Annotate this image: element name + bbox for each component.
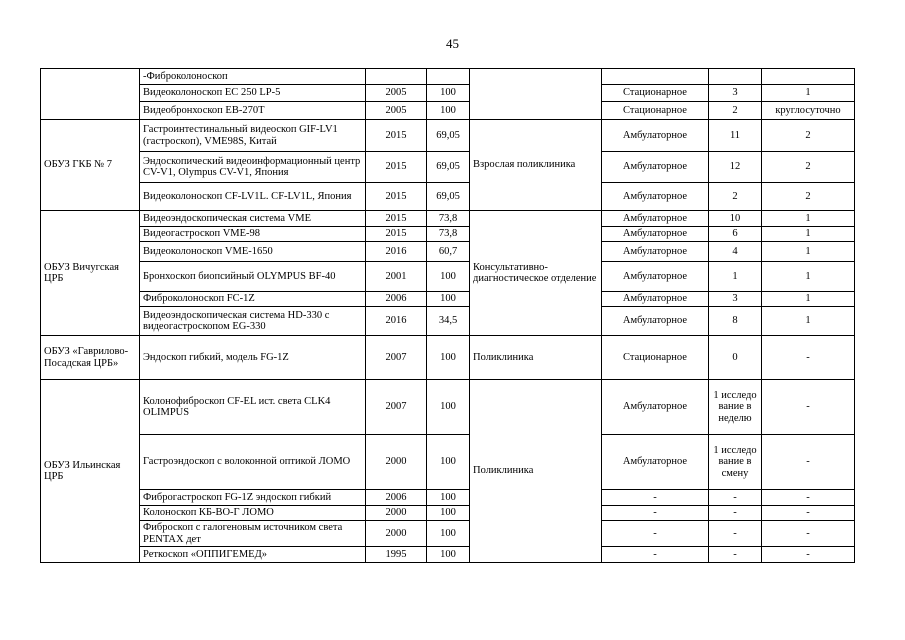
wear-cell: 100: [427, 102, 470, 120]
mode-cell: Амбулаторное: [602, 242, 709, 262]
patients-cell: -: [709, 490, 762, 506]
wear-cell: 100: [427, 262, 470, 292]
patients-cell: 1: [709, 262, 762, 292]
patients-cell: -: [709, 521, 762, 547]
year-cell: 2000: [366, 435, 427, 490]
equipment-name: Бронхоскоп биопсийный OLYMPUS BF-40: [140, 262, 366, 292]
wear-cell: 34,5: [427, 307, 470, 336]
equipment-name: -Фиброколоноскоп: [140, 69, 366, 85]
year-cell: 2000: [366, 506, 427, 521]
table-row: [41, 152, 855, 183]
equipment-name: Видеоэндоскопическая система VME: [140, 211, 366, 227]
shifts-cell: 1: [762, 85, 855, 102]
organization-cell: ОБУЗ Вичугская ЦРБ: [41, 211, 140, 336]
wear-cell: 100: [427, 521, 470, 547]
year-cell: 2007: [366, 336, 427, 380]
patients-cell: -: [709, 506, 762, 521]
department-cell: [470, 69, 602, 120]
mode-cell: Амбулаторное: [602, 211, 709, 227]
shifts-cell: 1: [762, 307, 855, 336]
mode-cell: Амбулаторное: [602, 307, 709, 336]
patients-cell: 3: [709, 85, 762, 102]
year-cell: [366, 69, 427, 85]
mode-cell: Амбулаторное: [602, 120, 709, 152]
equipment-name: Фиброгастроскоп FG-1Z эндоскоп гибкий: [140, 490, 366, 506]
patients-cell: 0: [709, 336, 762, 380]
table-row: [41, 183, 855, 211]
wear-cell: 69,05: [427, 120, 470, 152]
mode-cell: Амбулаторное: [602, 292, 709, 307]
mode-cell: Амбулаторное: [602, 183, 709, 211]
equipment-name: Гастроинтестинальный видеоскоп GIF-LV1 (гастроскоп), VME98S, Китай: [140, 120, 366, 152]
shifts-cell: -: [762, 547, 855, 563]
mode-cell: Амбулаторное: [602, 435, 709, 490]
patients-cell: 1 исследо вание в неделю: [709, 380, 762, 435]
wear-cell: 69,05: [427, 183, 470, 211]
shifts-cell: -: [762, 435, 855, 490]
year-cell: 1995: [366, 547, 427, 563]
wear-cell: 100: [427, 292, 470, 307]
shifts-cell: -: [762, 336, 855, 380]
table-row: [41, 307, 855, 336]
shifts-cell: 2: [762, 183, 855, 211]
equipment-name: Видеоколоноскоп VME-1650: [140, 242, 366, 262]
table-row: [41, 262, 855, 292]
wear-cell: 100: [427, 506, 470, 521]
shifts-cell: -: [762, 380, 855, 435]
department-cell: Поликлиника: [470, 380, 602, 563]
wear-cell: 100: [427, 380, 470, 435]
shifts-cell: 1: [762, 227, 855, 242]
department-cell: Консультативно-диагностическое отделение: [470, 211, 602, 336]
year-cell: 2006: [366, 292, 427, 307]
patients-cell: 10: [709, 211, 762, 227]
wear-cell: 69,05: [427, 152, 470, 183]
mode-cell: -: [602, 547, 709, 563]
shifts-cell: 1: [762, 292, 855, 307]
mode-cell: Стационарное: [602, 85, 709, 102]
equipment-name: Видеоэндоскопическая система HD-330 с видеогастроскопом EG-330: [140, 307, 366, 336]
wear-cell: [427, 69, 470, 85]
table-row: [41, 435, 855, 490]
table-row: [41, 506, 855, 521]
equipment-name: Видеогастроскоп VME-98: [140, 227, 366, 242]
patients-cell: 11: [709, 120, 762, 152]
equipment-name: Видеоколоноскоп CF-LV1L. CF-LV1L, Япония: [140, 183, 366, 211]
shifts-cell: 1: [762, 242, 855, 262]
table-row: [41, 490, 855, 506]
patients-cell: 2: [709, 102, 762, 120]
shifts-cell: [762, 69, 855, 85]
shifts-cell: -: [762, 490, 855, 506]
table-row: [41, 69, 855, 85]
patients-cell: [709, 69, 762, 85]
table-row: [41, 521, 855, 547]
table-row: [41, 242, 855, 262]
year-cell: 2001: [366, 262, 427, 292]
equipment-name: Эндоскопический видеоинформационный центр CV-V1, Olympus CV-V1, Япония: [140, 152, 366, 183]
shifts-cell: -: [762, 506, 855, 521]
patients-cell: 6: [709, 227, 762, 242]
wear-cell: 73,8: [427, 211, 470, 227]
year-cell: 2000: [366, 521, 427, 547]
shifts-cell: 2: [762, 152, 855, 183]
year-cell: 2015: [366, 120, 427, 152]
equipment-name: Видеоколоноскоп EC 250 LP-5: [140, 85, 366, 102]
shifts-cell: круглосуточно: [762, 102, 855, 120]
equipment-name: Фиброскоп с галогеновым источником света PENTAX дет: [140, 521, 366, 547]
mode-cell: Амбулаторное: [602, 227, 709, 242]
mode-cell: -: [602, 490, 709, 506]
table-row: [41, 102, 855, 120]
organization-cell: ОБУЗ Ильинская ЦРБ: [41, 380, 140, 563]
mode-cell: -: [602, 521, 709, 547]
year-cell: 2015: [366, 227, 427, 242]
mode-cell: -: [602, 506, 709, 521]
equipment-table: [40, 68, 855, 563]
table-row: [41, 380, 855, 435]
wear-cell: 100: [427, 336, 470, 380]
wear-cell: 100: [427, 490, 470, 506]
department-cell: Взрослая поликлиника: [470, 120, 602, 211]
table-row: [41, 227, 855, 242]
wear-cell: 100: [427, 85, 470, 102]
year-cell: 2006: [366, 490, 427, 506]
organization-cell: ОБУЗ «Гаврилово-Посадская ЦРБ»: [41, 336, 140, 380]
year-cell: 2007: [366, 380, 427, 435]
table-row: [41, 211, 855, 227]
page-number: 45: [446, 36, 459, 51]
patients-cell: 3: [709, 292, 762, 307]
mode-cell: Амбулаторное: [602, 152, 709, 183]
patients-cell: 2: [709, 183, 762, 211]
mode-cell: [602, 69, 709, 85]
organization-cell: ОБУЗ ГКБ № 7: [41, 120, 140, 211]
table-row: [41, 547, 855, 563]
shifts-cell: 2: [762, 120, 855, 152]
patients-cell: 1 исследо вание в смену: [709, 435, 762, 490]
table-row: [41, 85, 855, 102]
equipment-name: Гастроэндоскоп с волоконной оптикой ЛОМО: [140, 435, 366, 490]
shifts-cell: 1: [762, 211, 855, 227]
equipment-name: Колонофиброскоп CF-EL ист. света CLK4 OLIMPUS: [140, 380, 366, 435]
patients-cell: -: [709, 547, 762, 563]
department-cell: Поликлиника: [470, 336, 602, 380]
shifts-cell: 1: [762, 262, 855, 292]
equipment-name: Видеобронхоскоп EB-270T: [140, 102, 366, 120]
organization-cell: [41, 69, 140, 120]
year-cell: 2005: [366, 85, 427, 102]
wear-cell: 100: [427, 435, 470, 490]
year-cell: 2005: [366, 102, 427, 120]
equipment-name: Эндоскоп гибкий, модель FG-1Z: [140, 336, 366, 380]
year-cell: 2015: [366, 152, 427, 183]
shifts-cell: -: [762, 521, 855, 547]
mode-cell: Амбулаторное: [602, 380, 709, 435]
mode-cell: Стационарное: [602, 336, 709, 380]
equipment-name: Фиброколоноскоп FC-1Z: [140, 292, 366, 307]
year-cell: 2015: [366, 211, 427, 227]
year-cell: 2015: [366, 183, 427, 211]
patients-cell: 12: [709, 152, 762, 183]
wear-cell: 100: [427, 547, 470, 563]
equipment-name: Реткоскоп «ОППИГЕМЕД»: [140, 547, 366, 563]
table-row: [41, 120, 855, 152]
year-cell: 2016: [366, 307, 427, 336]
mode-cell: Стационарное: [602, 102, 709, 120]
wear-cell: 60,7: [427, 242, 470, 262]
table-row: [41, 336, 855, 380]
mode-cell: Амбулаторное: [602, 262, 709, 292]
wear-cell: 73,8: [427, 227, 470, 242]
patients-cell: 8: [709, 307, 762, 336]
year-cell: 2016: [366, 242, 427, 262]
patients-cell: 4: [709, 242, 762, 262]
table-row: [41, 292, 855, 307]
equipment-name: Колоноскоп КБ-ВО-Г ЛОМО: [140, 506, 366, 521]
